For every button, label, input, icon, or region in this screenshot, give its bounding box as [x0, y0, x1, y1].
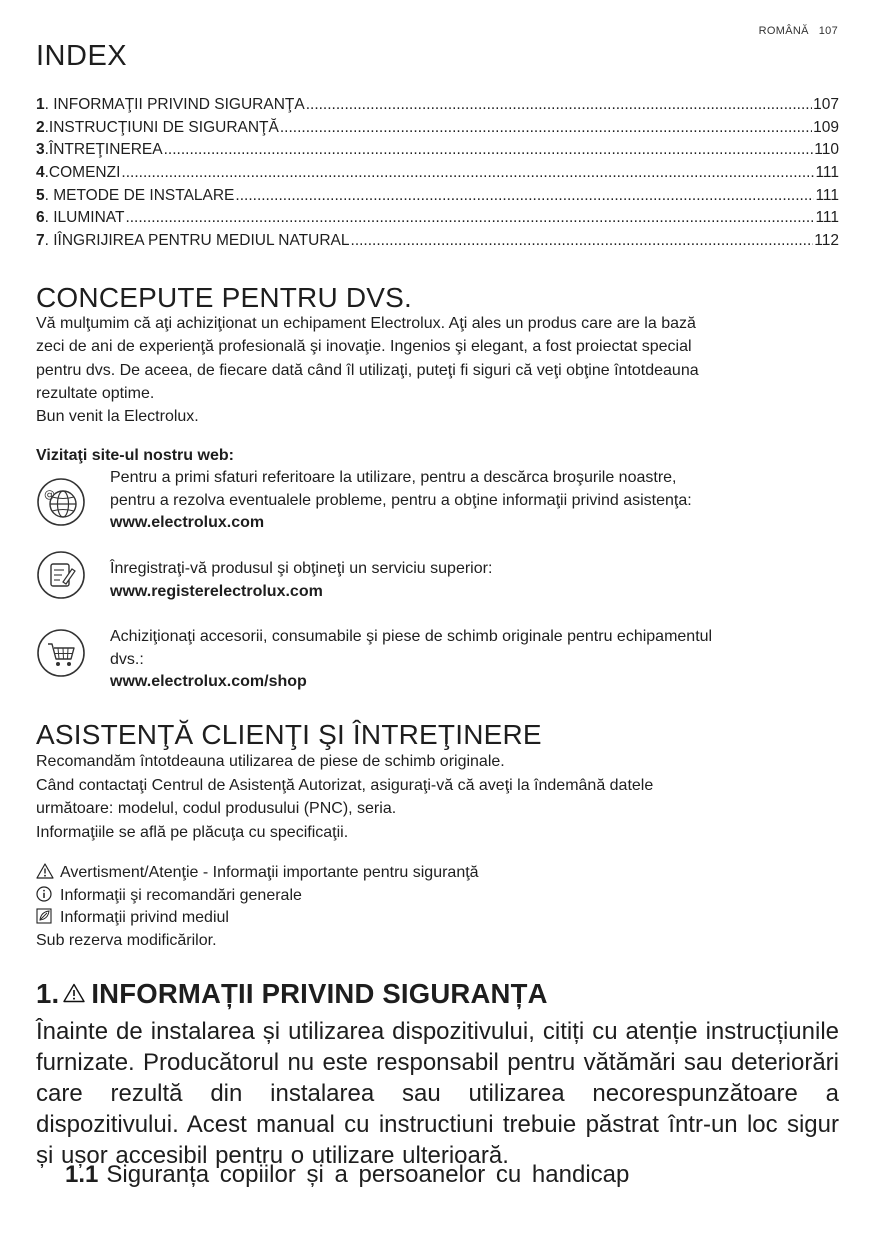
- toc-item-page: 110: [814, 141, 839, 159]
- index-title: INDEX: [36, 40, 128, 72]
- toc-item-label: . INFORMAŢII PRIVIND SIGURANŢA: [44, 96, 305, 113]
- svg-text:@: @: [44, 488, 55, 501]
- subsection-title: Siguranța copiilor și a persoanelor cu handicap: [106, 1161, 630, 1188]
- toc-item[interactable]: 6 . ILUMINAT ..... 111: [36, 209, 839, 232]
- safety-paragraph: Înainte de instalarea și utilizarea dispozitivului, citiți cu atenție instrucțiunile furnizate. Producătorul nu este responsabil pentru vătămări sau deteriorări care rezultă din instalarea sau utilizarea necorespunzătoare a dispozitivului. Acest manual cu instructiuni trebuie păstrat într-un loc sigur și ușor accesibil pentru o utilizare ulterioară.: [36, 1018, 839, 1169]
- website-info-block: Pentru a primi sfaturi referitoare la utilizare, pentru a descărca broşurile noastre, pentru a rezolva eventualele probleme, pentru a obţine informaţii privind asistenţa: www.electrolux.com: [110, 467, 810, 535]
- toc-item-page: 109: [813, 118, 839, 136]
- info-icon: [36, 886, 54, 902]
- safety-number: 1.: [36, 978, 60, 1009]
- legend-item: Informaţii şi recomandări generale: [36, 885, 479, 908]
- toc-item[interactable]: 4 .COMENZI ..... 111: [36, 164, 839, 187]
- toc-item-label: . IÎNGRIJIREA PENTRU MEDIUL NATURAL: [44, 232, 350, 250]
- safety-title: INFORMAȚII PRIVIND SIGURANȚA: [91, 978, 548, 1009]
- toc-item[interactable]: 5 . METODE DE INSTALARE ..... 111: [36, 187, 839, 210]
- toc-item-page: 112: [814, 232, 839, 250]
- warning-icon: [63, 983, 85, 1003]
- toc-item-page: 107: [813, 96, 839, 113]
- globe-icon: [36, 477, 86, 527]
- toc-item-page: 111: [815, 164, 839, 182]
- cart-icon: [36, 628, 86, 678]
- toc-item-label: .INSTRUCŢIUNI DE SIGURANŢĂ: [44, 118, 279, 136]
- shop-info-block: Achiziţionaţi accesorii, consumabile şi piese de schimb originale pentru echipamentul dvs.: www.electrolux.com/shop: [110, 626, 810, 694]
- environment-icon: [36, 908, 54, 924]
- warning-icon: [36, 863, 54, 879]
- toc-item-label: .COMENZI: [44, 164, 121, 182]
- toc-item-label: .ÎNTREŢINEREA: [44, 141, 163, 159]
- shop-link[interactable]: www.electrolux.com/shop: [110, 673, 307, 690]
- toc-item-page: 111: [815, 209, 839, 227]
- legend-item: Avertisment/Atenţie - Informaţii importante pentru siguranţă: [36, 862, 479, 885]
- electrolux-link[interactable]: www.electrolux.com: [110, 514, 265, 531]
- toc-item[interactable]: 3 .ÎNTREŢINEREA ..... 110: [36, 141, 839, 164]
- toc-item-label: . ILUMINAT: [44, 209, 125, 227]
- toc-item[interactable]: 1 . INFORMAŢII PRIVIND SIGURANŢA ..... 107: [36, 96, 839, 119]
- toc-item[interactable]: 7 . IÎNGRIJIREA PENTRU MEDIUL NATURAL ..... 112: [36, 232, 839, 255]
- safety-heading: [36, 978, 548, 1010]
- subsection-number: 1.1: [65, 1161, 99, 1188]
- concepts-heading: CONCEPUTE PENTRU DVS.: [36, 282, 413, 313]
- language-label: ROMÂNĂ: [758, 25, 809, 37]
- concepts-paragraph: Vă mulţumim că aţi achiziţionat un echipament Electrolux. Aţi ales un produs care are la bază zeci de ani de experienţă profesională şi inovaţie. Ingenios şi elegant, a fost proiectat special pentru dvs. De aceea, de fiecare dată când îl utilizaţi, puteţi fi siguri că veţi obţine întotdeauna rezultate optime. Bun venit la Electrolux.: [36, 315, 699, 426]
- subsection-heading: [65, 1161, 629, 1189]
- legend-item: Informaţii privind mediul: [36, 907, 479, 930]
- toc-item[interactable]: 2 .INSTRUCŢIUNI DE SIGURANŢĂ ..... 109: [36, 119, 839, 142]
- support-paragraph: Recomandăm întotdeauna utilizarea de piese de schimb originale. Când contactaţi Centrul de Asistenţă Autorizat, asiguraţi-vă că aveţi la îndemână datele următoare: modelul, codul produsului (PNC), seria. Informaţiile se află pe plăcuţa cu specificaţii.: [36, 753, 654, 841]
- symbol-legend: [36, 862, 479, 952]
- toc-item-page: 111: [815, 186, 839, 204]
- page-number: 107: [818, 25, 838, 37]
- website-heading: Vizitaţi site-ul nostru web:: [36, 447, 234, 464]
- register-info-block: Înregistraţi-vă produsul şi obţineţi un serviciu superior: www.registerelectrolux.com: [110, 558, 810, 603]
- page-header: [759, 25, 838, 37]
- toc-item-label: . METODE DE INSTALARE: [44, 186, 235, 204]
- register-icon: [36, 550, 86, 600]
- table-of-contents: [36, 96, 839, 255]
- register-link[interactable]: www.registerelectrolux.com: [110, 582, 323, 600]
- legend-footnote: Sub rezerva modificărilor.: [36, 931, 217, 949]
- support-heading: ASISTENŢĂ CLIENŢI ŞI ÎNTREŢINERE: [36, 719, 542, 750]
